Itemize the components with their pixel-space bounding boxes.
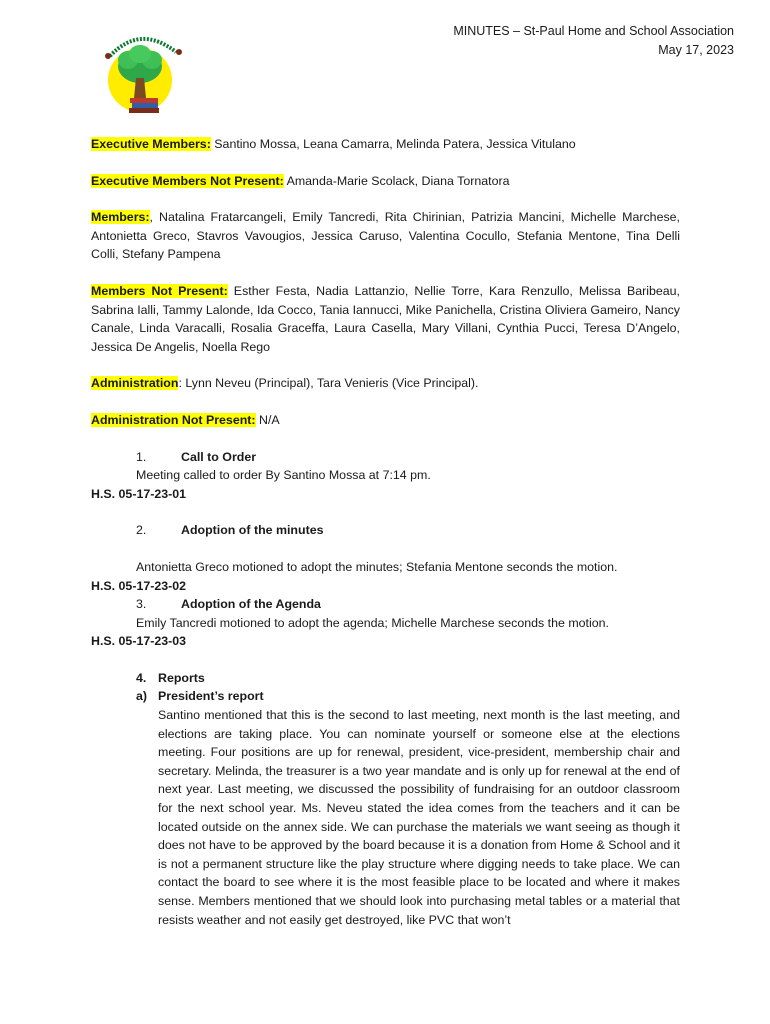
administration bbox=[91, 374, 680, 393]
item-number: 3. bbox=[136, 597, 147, 612]
item-number: 4. bbox=[136, 670, 147, 685]
item-call-to-order bbox=[91, 448, 680, 504]
minutes-body bbox=[91, 135, 680, 929]
item-number: 1. bbox=[136, 449, 147, 464]
item-title: Call to Order bbox=[181, 449, 257, 464]
item-adoption-agenda bbox=[91, 595, 680, 651]
executive-members-label: Executive Members: bbox=[91, 137, 211, 151]
administration-not-present bbox=[91, 411, 680, 430]
resolution-code: H.S. 05-17-23-01 bbox=[91, 486, 187, 501]
administration-not-present-label: Administration Not Present: bbox=[91, 412, 256, 427]
executive-members-list: Santino Mossa, Leana Camarra, Melinda Patera, Jessica Vitulano bbox=[210, 137, 576, 151]
sub-item-title: President’s report bbox=[158, 689, 264, 704]
item-title: Adoption of the Agenda bbox=[181, 597, 321, 612]
item-text: Meeting called to order By Santino Mossa at 7:14 pm. bbox=[136, 468, 431, 483]
item-number: 2. bbox=[136, 523, 147, 538]
executive-not-present-list: Amanda-Marie Scolack, Diana Tornatora bbox=[283, 173, 510, 188]
header-date: May 17, 2023 bbox=[658, 43, 734, 57]
executive-members-not-present bbox=[91, 172, 680, 191]
administration-list: : Lynn Neveu (Principal), Tara Venieris (Vice Principal). bbox=[178, 376, 479, 391]
resolution-code: H.S. 05-17-23-03 bbox=[91, 634, 187, 649]
item-title: Reports bbox=[158, 670, 205, 685]
item-text: Antonietta Greco motioned to adopt the minutes; Stefania Mentone seconds the motion. bbox=[136, 559, 618, 574]
members-not-present-list: Esther Festa, Nadia Lattanzio, Nellie Torre, Kara Renzullo, Melissa Baribeau, Sabrina Ialli, Tammy Lalonde, Ida Cocco, Tania Iannucci, Mike Panichella, Cristina Oliviera Gameiro, Nancy Canale, Linda Varacalli, Rosalia Graceffa, Laura Casella, Mary Villani, Cynthia Pucci, Teresa D’Angelo, Jessica De Angelis, Noella Rego bbox=[91, 283, 680, 354]
presidents-report-text: Santino mentioned that this is the second to last meeting, next month is the last meeting, and elections are taking place. You can nominate yourself or someone else at the elections meeting. Four positions are up for renewal, president, vice-president, membership chair and secretary. Melinda, the treasurer is a two year mandate and is only up for renewal at the end of next year. Last meeting, we discussed the possibility of fundraising for an outdoor classroom for the next school year. Ms. Neveu stated the idea comes from the teachers and it can be located outside on the annex side. We can purchase the materials we want seeing as though it does not have to be approved by the board because it is a donation from Home & School and it is not a permanent structure like the play structure where digging needs to take place. We can contact the board to see where it is the most feasible place to be located and where it makes sense. Members mentioned that we should look into purchasing metal tables or a material that resists weather and not easily get destroyed, like PVC that won’t bbox=[158, 708, 680, 927]
administration-not-present-value: N/A bbox=[255, 412, 280, 427]
resolution-code: H.S. 05-17-23-02 bbox=[91, 578, 187, 593]
item-title: Adoption of the minutes bbox=[181, 523, 324, 538]
sub-item-marker: a) bbox=[136, 689, 148, 704]
document-header bbox=[453, 22, 734, 60]
item-adoption-minutes bbox=[91, 521, 680, 595]
item-reports bbox=[91, 669, 680, 929]
administration-label: Administration bbox=[91, 376, 179, 391]
executive-members bbox=[91, 135, 680, 154]
members-not-present bbox=[91, 282, 680, 356]
school-logo-icon bbox=[104, 26, 188, 120]
members bbox=[91, 208, 680, 264]
members-label: Members: bbox=[91, 210, 150, 225]
header-title: MINUTES – St-Paul Home and School Association bbox=[453, 24, 734, 38]
members-not-present-label: Members Not Present: bbox=[91, 283, 228, 298]
members-list: , Natalina Fratarcangeli, Emily Tancredi, Rita Chirinian, Patrizia Mancini, Michelle Marchese, Antonietta Greco, Stavros Vavougios, Jessica Caruso, Valentina Cocullo, Stefania Mentone, Tina Delli Colli, Stefany Pampena bbox=[91, 210, 680, 262]
executive-not-present-label: Executive Members Not Present: bbox=[91, 173, 284, 188]
item-text: Emily Tancredi motioned to adopt the agenda; Michelle Marchese seconds the motion. bbox=[136, 615, 609, 630]
